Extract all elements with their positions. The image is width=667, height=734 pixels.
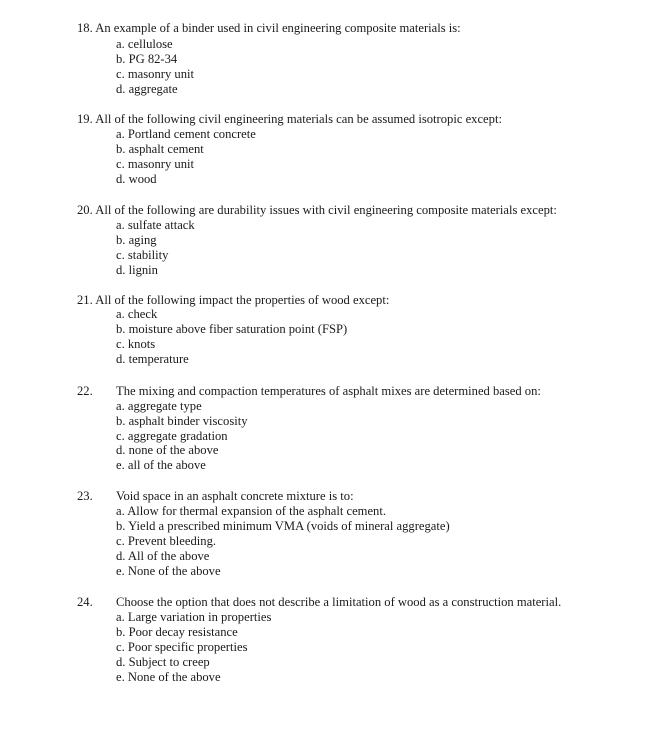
question-number: 20. (77, 203, 93, 217)
question-stem (77, 384, 541, 399)
question-stem (77, 21, 461, 36)
option: c. Prevent bleeding. (116, 534, 217, 548)
option: d. wood (116, 172, 157, 186)
option: b. Poor decay resistance (116, 625, 238, 639)
option: b. asphalt binder viscosity (116, 414, 248, 428)
option: d. temperature (116, 352, 189, 366)
option: b. moisture above fiber saturation point (FSP) (116, 322, 348, 336)
option: e. None of the above (116, 670, 221, 684)
option: d. lignin (116, 263, 158, 277)
question-stem (77, 203, 557, 218)
option: b. PG 82-34 (116, 52, 178, 66)
option: c. Poor specific properties (116, 640, 248, 654)
question-number: 24. (77, 595, 93, 609)
option: c. masonry unit (116, 157, 194, 171)
option: e. all of the above (116, 458, 206, 472)
option: a. aggregate type (116, 399, 202, 413)
option: d. aggregate (116, 82, 178, 96)
question-text: Choose the option that does not describe a limitation of wood as a construction material. (116, 595, 562, 609)
option: a. Large variation in properties (116, 610, 272, 624)
question-number: 18. (77, 21, 93, 35)
question-stem (77, 489, 354, 504)
option: d. Subject to creep (116, 655, 210, 669)
question-stem (77, 112, 502, 127)
option: b. asphalt cement (116, 142, 204, 156)
question-text: Void space in an asphalt concrete mixture is to: (116, 489, 354, 503)
option: c. aggregate gradation (116, 429, 228, 443)
question-number: 19. (77, 112, 93, 126)
question-number: 21. (77, 293, 93, 307)
option: b. Yield a prescribed minimum VMA (voids of mineral aggregate) (116, 519, 450, 533)
option: c. stability (116, 248, 169, 262)
question-number: 23. (77, 489, 93, 503)
option: c. masonry unit (116, 67, 194, 81)
option: b. aging (116, 233, 157, 247)
option: d. none of the above (116, 443, 219, 457)
question-text: An example of a binder used in civil engineering composite materials is: (95, 21, 461, 35)
question-stem (77, 595, 561, 610)
option: d. All of the above (116, 549, 210, 563)
option: e. None of the above (116, 564, 221, 578)
question-text: The mixing and compaction temperatures of asphalt mixes are determined based on: (116, 384, 541, 398)
option: c. knots (116, 337, 156, 351)
question-stem (77, 293, 389, 308)
option: a. Allow for thermal expansion of the asphalt cement. (116, 504, 386, 518)
question-text: All of the following impact the properties of wood except: (95, 293, 390, 307)
option: a. cellulose (116, 37, 173, 51)
option: a. Portland cement concrete (116, 127, 256, 141)
question-text: All of the following civil engineering materials can be assumed isotropic except: (95, 112, 502, 126)
option: a. check (116, 307, 158, 321)
question-text: All of the following are durability issues with civil engineering composite materials except: (95, 203, 557, 217)
question-number: 22. (77, 384, 93, 398)
option: a. sulfate attack (116, 218, 195, 232)
